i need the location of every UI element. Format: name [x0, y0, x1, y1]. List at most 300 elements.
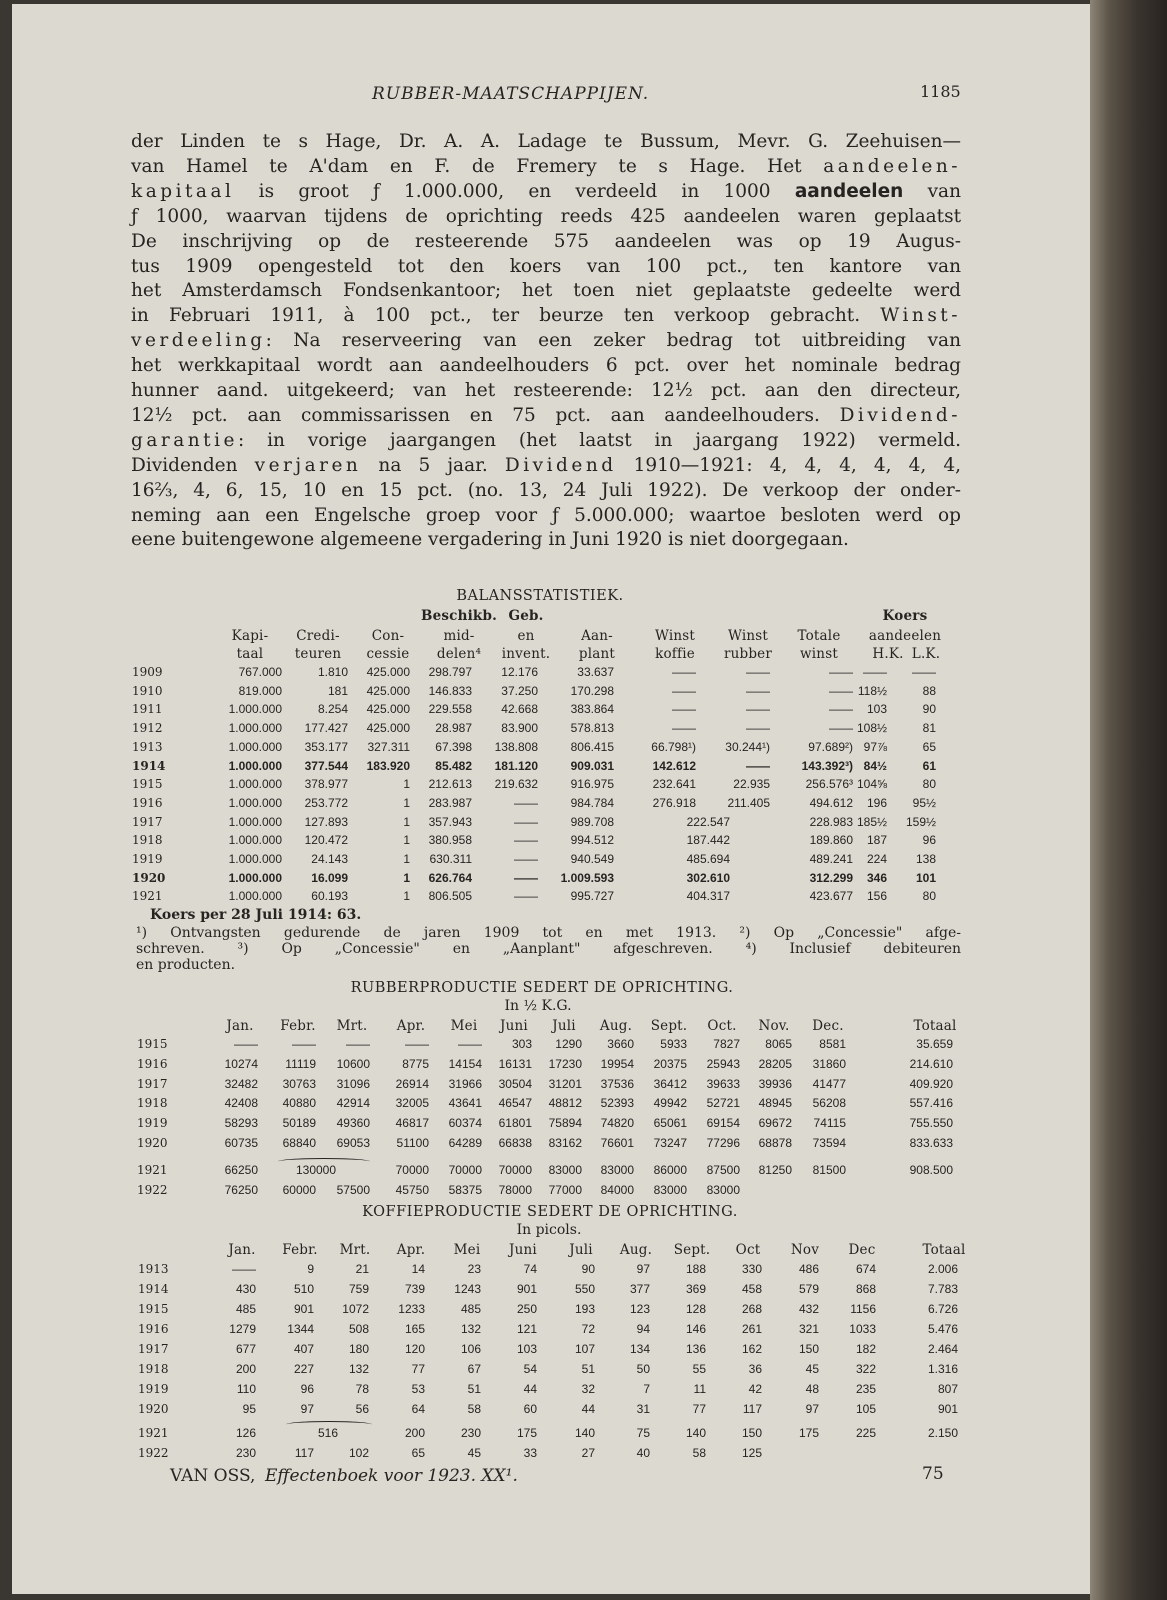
table-cell: 75894 [548, 1116, 582, 1131]
row-year: 1913 [132, 739, 163, 754]
table-cell: 86000 [653, 1163, 687, 1177]
table-cell: 626.764 [428, 870, 472, 885]
column-header: Koers [882, 608, 928, 624]
table-cell: 67 [467, 1362, 481, 1376]
table-cell: 1344 [287, 1322, 314, 1336]
table-cell: 66250 [224, 1163, 258, 1177]
table-cell: 58 [467, 1402, 481, 1416]
table-cell: 81 [922, 721, 936, 736]
row-year: 1909 [132, 665, 163, 679]
table-cell: 45750 [395, 1183, 429, 1197]
table-cell: —— [746, 683, 770, 698]
table-cell: 140 [685, 1426, 706, 1440]
table-cell: 70000 [448, 1163, 482, 1177]
table-cell: 211.405 [727, 795, 770, 810]
table-cell: 510 [293, 1282, 314, 1296]
table-cell: 9 [307, 1262, 314, 1276]
table-cell: 20375 [653, 1056, 687, 1071]
text-run: Dividenden [131, 454, 255, 476]
table-cell: 1 [403, 852, 410, 866]
paragraph-line [131, 279, 961, 304]
table-cell: 32 [581, 1382, 595, 1396]
text-run: het werkkapitaal wordt aan aandeelhouders 6 pct. over het nominale bedrag [131, 355, 961, 377]
table-cell: 1.810 [317, 665, 348, 679]
column-header: Totale [797, 628, 841, 644]
table-cell: 101 [915, 870, 936, 885]
text-run: kapitaal [131, 180, 235, 202]
text-run: Dividend [504, 454, 617, 476]
table-cell: 30504 [498, 1076, 532, 1091]
table-cell: 83000 [706, 1183, 740, 1197]
table-cell: —— [232, 1262, 256, 1276]
table-cell: 6.726 [927, 1302, 958, 1316]
table-cell: 66838 [498, 1136, 532, 1150]
table-cell: 96 [300, 1382, 314, 1396]
table-cell: 187.442 [686, 833, 730, 848]
table-cell: 188 [685, 1262, 706, 1276]
table-title: RUBBERPRODUCTIE SEDERT DE OPRICHTING. [350, 980, 734, 996]
table-cell: 41477 [812, 1076, 846, 1091]
table-cell: 128 [685, 1302, 706, 1316]
table-cell: 90 [922, 702, 936, 717]
table-cell: 901 [293, 1302, 314, 1316]
table-cell: 31096 [336, 1076, 370, 1091]
table-cell: 170.298 [570, 683, 614, 698]
table-cell: 377.544 [304, 758, 348, 773]
table-cell: 74115 [813, 1116, 846, 1131]
koers-note: Koers per 28 Juli 1914: 63. [150, 907, 362, 923]
table-cell: 68878 [758, 1136, 792, 1150]
column-header: Febr. [282, 1242, 318, 1258]
table-cell: 489.241 [809, 852, 853, 866]
table-cell: 1 [403, 777, 410, 792]
table-cell: 276.918 [652, 795, 696, 810]
table-cell: 458 [741, 1282, 762, 1296]
table-cell: 767.000 [238, 665, 282, 679]
table-cell: 486 [798, 1262, 819, 1276]
table-cell: 1233 [398, 1302, 425, 1316]
table-cell: 60.193 [311, 889, 348, 904]
column-header: Apr. [396, 1018, 426, 1034]
row-year: 1910 [132, 683, 163, 698]
table-cell: 409.920 [909, 1076, 953, 1091]
table-cell: 227 [293, 1362, 314, 1376]
table-cell: 87500 [706, 1163, 740, 1177]
table-cell: 150 [741, 1426, 762, 1440]
table-cell: 134 [629, 1342, 650, 1356]
table-cell: 1.009.593 [560, 870, 614, 885]
table-cell: 140 [574, 1426, 595, 1440]
table-cell: 916.975 [570, 777, 614, 792]
table-cell: 97.689²) [808, 739, 853, 754]
text-run: na 5 jaar. [361, 454, 505, 476]
table-cell: 16.099 [311, 870, 348, 885]
text-run: : in vorige jaargangen (het laatst in jaargang 1922) vermeld. [237, 429, 961, 451]
table-cell: 69672 [758, 1116, 792, 1131]
row-year: 1918 [138, 1362, 169, 1376]
row-year: 1914 [138, 1282, 169, 1296]
table-cell: 485 [460, 1302, 481, 1316]
table-cell: —— [746, 721, 770, 736]
table-cell: 250 [516, 1302, 537, 1316]
column-header: Jan. [226, 1018, 254, 1034]
table-cell: 228.983 [809, 814, 853, 829]
table-cell: —— [672, 665, 696, 679]
table-cell: 182 [855, 1342, 876, 1356]
table-cell: 67.398 [435, 739, 472, 754]
table-cell: 302.610 [686, 870, 730, 885]
table-cell: 83000 [600, 1163, 634, 1177]
table-cell: 1 [403, 814, 410, 829]
row-year: 1915 [138, 1302, 169, 1316]
table-cell: 8775 [402, 1056, 429, 1071]
row-year: 1911 [132, 702, 163, 717]
table-cell: 22.935 [733, 777, 770, 792]
table-cell: 127.893 [304, 814, 348, 829]
row-year: 1915 [137, 1037, 168, 1051]
row-year: 1916 [132, 795, 163, 810]
table-cell: 58293 [224, 1116, 258, 1131]
column-header: Winst [654, 628, 695, 644]
table-cell: —— [514, 852, 538, 866]
column-header: koffie [655, 646, 695, 662]
table-cell: 1 [403, 795, 410, 810]
column-header: H.K. [872, 646, 904, 662]
table-cell: 104⅝ [856, 777, 887, 792]
table-cell: 214.610 [909, 1056, 953, 1071]
table-cell: 1.000.000 [228, 870, 282, 885]
table-unit: In picols. [516, 1222, 582, 1238]
table-cell: —— [514, 795, 538, 810]
table-cell: 1.000.000 [228, 739, 282, 754]
table-cell: 11 [693, 1382, 706, 1396]
table-cell: 1.000.000 [228, 833, 282, 848]
table-cell: 425.000 [366, 702, 410, 717]
column-header: Sept. [650, 1018, 688, 1034]
table-cell: 25943 [706, 1056, 740, 1071]
table-cell: 45 [467, 1446, 481, 1460]
table-cell: 146.833 [428, 683, 472, 698]
table-cell: 485 [235, 1302, 256, 1316]
table-cell: 69154 [706, 1116, 740, 1131]
table-cell: 56208 [812, 1096, 846, 1111]
table-cell: 83162 [548, 1136, 582, 1150]
table-cell: 56 [355, 1402, 369, 1416]
table-cell: 230 [460, 1426, 481, 1440]
table-cell: 120.472 [304, 833, 348, 848]
table-cell: 261 [741, 1322, 762, 1336]
table-cell: 125 [741, 1446, 762, 1460]
table-cell: 95 [242, 1402, 256, 1416]
text-run: is groot ƒ 1.000.000, en verdeeld in 1000 [234, 180, 795, 202]
table-cell: 120 [404, 1342, 425, 1356]
table-cell: 44 [523, 1382, 537, 1396]
table-cell: 31966 [448, 1076, 482, 1091]
row-year: 1922 [137, 1183, 168, 1197]
table-cell: 83.900 [501, 721, 538, 736]
text-run: tus 1909 opengesteld tot den koers van 100 pct., ten kantore van [131, 255, 961, 277]
text-run: in Februari 1911, à 100 pct., ter beurze ten verkoop gebracht. [131, 305, 881, 327]
paragraph-line [131, 230, 961, 255]
table-cell: —— [829, 721, 853, 736]
table-cell: 97⅞ [863, 739, 887, 754]
table-cell: 76601 [600, 1136, 634, 1150]
table-cell: 984.784 [570, 795, 614, 810]
text-run: van Hamel te A'dam en F. de Fremery te s Hage. Het [131, 155, 824, 177]
table-cell: 369 [685, 1282, 706, 1296]
row-year: 1915 [132, 777, 163, 792]
table-cell: 19954 [600, 1056, 634, 1071]
table-cell: 14154 [448, 1056, 482, 1071]
table-cell: 1.316 [927, 1362, 958, 1376]
column-header: Winst [727, 628, 768, 644]
table-cell: 674 [855, 1262, 876, 1276]
table-cell: 995.727 [570, 889, 614, 904]
paragraph-line [131, 528, 961, 553]
table-cell: 759 [348, 1282, 369, 1296]
table-cell: 380.958 [428, 833, 472, 848]
table-cell: —— [746, 665, 770, 679]
table-cell: 31860 [812, 1056, 846, 1071]
table-cell: —— [292, 1037, 316, 1051]
table-cell: 76250 [224, 1183, 258, 1197]
column-header: Febr. [280, 1018, 316, 1034]
column-header: aandeelen [868, 628, 942, 644]
table-cell: 64 [411, 1402, 425, 1416]
table-cell: 138 [915, 852, 936, 866]
column-header: rubber [723, 646, 773, 662]
row-year: 1919 [138, 1382, 169, 1396]
table-cell: 232.641 [652, 777, 696, 792]
table-cell: 72 [581, 1322, 595, 1336]
table-cell: —— [672, 683, 696, 698]
table-cell: 48812 [548, 1096, 582, 1111]
row-year: 1922 [138, 1446, 169, 1460]
table-cell: 2.150 [927, 1426, 958, 1440]
table-cell: 102 [348, 1446, 369, 1460]
table-cell: 1.000.000 [228, 889, 282, 904]
table-cell: 181.120 [494, 758, 538, 773]
table-cell: 60 [523, 1402, 537, 1416]
table-cell: —— [514, 814, 538, 829]
table-cell: 219.632 [494, 777, 538, 792]
table-cell: 485.694 [686, 852, 730, 866]
table-cell: 7 [643, 1382, 650, 1396]
table-cell: 677 [235, 1342, 256, 1356]
table-cell: 1156 [850, 1302, 876, 1316]
table-cell: 61801 [498, 1116, 532, 1131]
row-year: 1921 [137, 1163, 168, 1177]
table-cell: 33.637 [577, 665, 614, 679]
table-cell: 994.512 [570, 833, 614, 848]
table-cell: 330 [741, 1262, 762, 1276]
column-header: Aug. [599, 1018, 633, 1034]
paragraph-line [131, 454, 961, 479]
table-cell: 49360 [336, 1116, 370, 1131]
table-cell: 8065 [765, 1037, 792, 1051]
paragraph-line [131, 205, 961, 230]
table-cell: 357.943 [428, 814, 472, 829]
text-run: Dividend- [839, 404, 961, 426]
table-cell: —— [672, 702, 696, 717]
table-cell: 807 [937, 1382, 958, 1396]
table-cell: 42914 [336, 1096, 370, 1111]
table-cell: 1243 [454, 1282, 481, 1296]
table-cell: 989.708 [570, 814, 614, 829]
table-cell: —— [234, 1037, 258, 1051]
table-cell: 40 [636, 1446, 650, 1460]
column-header: Juli [569, 1242, 593, 1258]
table-cell: 7.783 [927, 1282, 958, 1296]
text-run: van [903, 180, 961, 202]
table-cell: 739 [404, 1282, 425, 1296]
table-cell: 132 [348, 1362, 369, 1376]
table-cell: 70000 [498, 1163, 532, 1177]
row-year: 1914 [132, 758, 166, 773]
table-cell: 68840 [282, 1136, 316, 1150]
table-cell: 84½ [863, 758, 887, 773]
table-cell: 908.500 [909, 1163, 953, 1177]
table-cell: 150 [798, 1342, 819, 1356]
book-binding [1090, 0, 1167, 1600]
table-cell: 108½ [856, 721, 887, 736]
paragraph-line [131, 130, 961, 155]
table-unit: In ½ K.G. [504, 998, 572, 1014]
text-run: eene buitengewone algemeene vergadering in Juni 1920 is niet doorgegaan. [131, 529, 849, 551]
table-cell: 30.244¹) [725, 739, 770, 754]
table-cell: 256.576³ [805, 777, 853, 792]
table-cell: 159½ [905, 814, 936, 829]
table-cell: 430 [235, 1282, 256, 1296]
table-cell: 165 [404, 1322, 425, 1336]
table-cell: 1290 [555, 1037, 582, 1051]
table-cell: 8.254 [317, 702, 348, 717]
table-cell: 53 [411, 1382, 425, 1396]
table-cell: 126 [235, 1426, 256, 1440]
table-cell: 136 [685, 1342, 706, 1356]
column-header: Geb. [508, 608, 544, 624]
column-header: Totaal [922, 1242, 966, 1258]
table-cell: 26914 [395, 1076, 429, 1091]
column-header: Aug. [619, 1242, 653, 1258]
table-cell: —— [514, 833, 538, 848]
table-cell: —— [514, 870, 538, 885]
table-cell: 97 [805, 1402, 819, 1416]
merged-cell: 130000 [295, 1163, 337, 1177]
page-number: 1185 [920, 82, 961, 101]
table-cell: 110 [236, 1382, 256, 1396]
table-cell: 200 [235, 1362, 256, 1376]
paragraph-line [131, 479, 961, 504]
table-cell: 407 [293, 1342, 314, 1356]
column-header: Dec [848, 1242, 876, 1258]
table-cell: 1279 [229, 1322, 256, 1336]
table-cell: 508 [348, 1322, 369, 1336]
text-run: 1910—1921: 4, 4, 4, 4, 4, 4, [616, 454, 961, 476]
row-year: 1917 [132, 814, 163, 829]
table-cell: —— [829, 702, 853, 717]
table-cell: 229.558 [428, 702, 472, 717]
table-cell: 630.311 [429, 852, 472, 866]
table-cell: 1.000.000 [228, 852, 282, 866]
table-cell: 65 [922, 739, 936, 754]
table-cell: 303 [511, 1037, 532, 1051]
table-title: KOFFIEPRODUCTIE SEDERT DE OPRICHTING. [362, 1204, 738, 1220]
table-cell: 36412 [653, 1076, 687, 1091]
row-year: 1913 [138, 1262, 169, 1276]
text-run: neming aan een Engelsche groep voor ƒ 5.000.000; waartoe besloten werd op [131, 504, 961, 526]
table-cell: 28.987 [435, 721, 472, 736]
table-cell: 48945 [758, 1096, 792, 1111]
table-cell: 42 [748, 1382, 762, 1396]
table-cell: 425.000 [366, 721, 410, 736]
table-cell: 49942 [653, 1096, 687, 1111]
table-cell: 94 [636, 1322, 650, 1336]
column-header: Sept. [673, 1242, 711, 1258]
table-cell: 39936 [758, 1076, 792, 1091]
row-year: 1918 [137, 1096, 168, 1111]
table-cell: 322 [855, 1362, 876, 1376]
table-cell: 1.000.000 [228, 758, 282, 773]
table-cell: 60735 [224, 1136, 258, 1150]
table-cell: 106 [460, 1342, 481, 1356]
column-header: Mrt. [339, 1242, 371, 1258]
table-cell: 377 [629, 1282, 650, 1296]
row-year: 1920 [137, 1136, 168, 1150]
table-cell: 52721 [706, 1096, 740, 1111]
signature-mark: 75 [922, 1464, 944, 1484]
column-header: invent. [501, 646, 551, 662]
table-cell: 138.808 [494, 739, 538, 754]
table-cell: 117 [742, 1402, 762, 1416]
paragraph-line [131, 504, 961, 529]
column-header: Juli [552, 1018, 576, 1034]
table-cell: 312.299 [809, 870, 853, 885]
table-cell: 819.000 [238, 683, 282, 698]
text-run: aandeelen- [823, 155, 961, 177]
table-cell: 97 [300, 1402, 314, 1416]
column-header: Apr. [396, 1242, 426, 1258]
table-cell: 78 [355, 1382, 369, 1396]
table-cell: 90 [581, 1262, 595, 1276]
table-cell: 73247 [653, 1136, 687, 1150]
row-year: 1917 [137, 1076, 168, 1091]
table-cell: 70000 [395, 1163, 429, 1177]
table-cell: 10600 [336, 1056, 370, 1071]
column-header: en [517, 628, 535, 644]
column-header: mid- [443, 628, 475, 644]
table-cell: 156 [866, 889, 887, 904]
table-cell: 550 [574, 1282, 595, 1296]
footnote: ¹) Ontvangsten gedurende de jaren 1909 tot en met 1913. ²) Op „Concessie" afge- [136, 925, 961, 941]
table-cell: 193 [574, 1302, 595, 1316]
table-cell: 185½ [856, 814, 887, 829]
table-cell: 177.427 [304, 721, 348, 736]
table-cell: 30763 [282, 1076, 316, 1091]
table-cell: 321 [798, 1322, 819, 1336]
column-header: taal [236, 646, 264, 662]
paragraph-line [131, 180, 961, 205]
table-cell: 43641 [448, 1096, 482, 1111]
table-cell: 2.464 [927, 1342, 958, 1356]
table-cell: 143.392³) [801, 758, 853, 773]
table-cell: 132 [460, 1322, 481, 1336]
table-cell: 46547 [498, 1096, 532, 1111]
table-cell: 7827 [713, 1037, 740, 1051]
footer-book-title: Effectenboek voor 1923. XX¹. [265, 1466, 518, 1486]
table-cell: 81500 [812, 1163, 846, 1177]
table-cell: —— [346, 1037, 370, 1051]
